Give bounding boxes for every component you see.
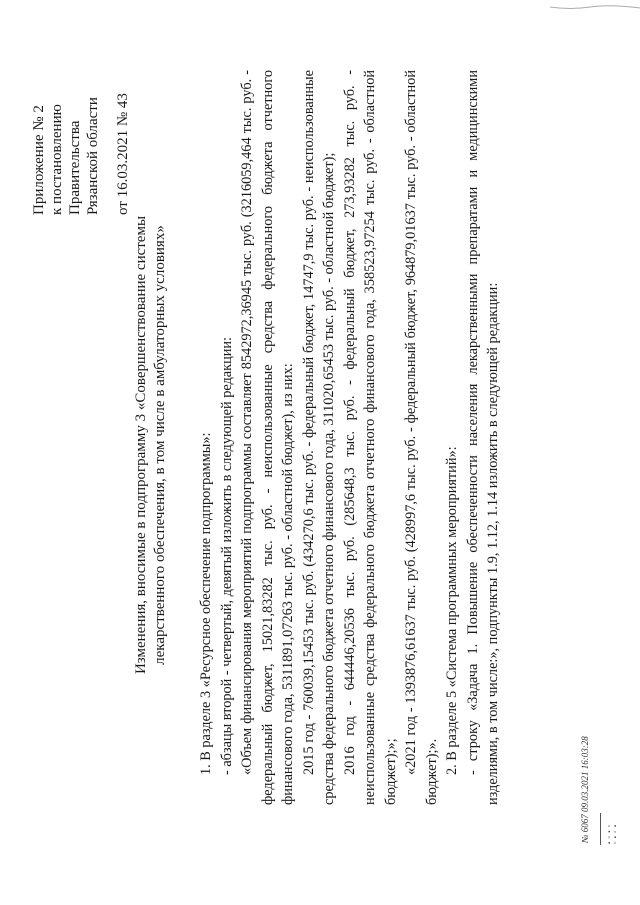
paragraph-year-2016: 2016 год - 644446,20536 тыс. руб. (285648,3 тыс. руб. - федеральный бюджет, 273,93282 тыс. руб. - неиспользованные средства федерального бюджета отчетного финансового года, 358523,97254 тыс. руб. - областной бюджет);»; [341,70,399,805]
title-line-1: Изменения, вносимые в подпрограмму 3 «Совершенствование системы [133,215,149,675]
paragraph-section-3: 1. В разделе 3 «Ресурсное обеспечение подпрограммы»: [198,432,214,775]
appendix-number: Приложение № 2 [31,105,47,215]
title-line-2: лекарственного обеспечения, в том числе в амбулаторных условиях» [152,225,168,665]
barcode-stamp [600,813,621,845]
paragraph-year-2015: 2015 год - 760039,15453 тыс. руб. (434270,6 тыс. руб. - федеральный бюджет, 14747,9 тыс. руб. - неиспользованные средства федерального бюджета отчетного финансового года, 311020,65453 тыс. руб. - областной бюджет); [300,70,337,805]
paragraph-financing-total: «Объем финансирования мероприятий подпрограммы составляет 8542972,36945 тыс. руб. (3216059,464 тыс. руб. - федеральный бюджет, 15021,83282 тыс. руб. - неиспользованные средства федерального бюджета отчетного финансового года, 5311891,07263 тыс. руб. - областной бюджет), из них: [239,70,296,805]
registration-stamp: № 6067 09.03.2021 16:03:28 [580,736,590,843]
appendix-gap [102,15,114,215]
appendix-date: от 16.03.2021 № 43 [115,93,131,215]
paragraph-instruction: - абзацы второй - четвертый, девятый изложить в следующей редакции: [218,336,235,775]
appendix-resolution: к постановлению Правительства [49,104,83,215]
stamp-pattern: ▪ ▫ ▪ ▫ ▫ ▪ ▫ ▪ [607,823,619,844]
paragraph-task-1: - строку «Задача 1. Повышение обеспеченности населения лекарственными препаратами и медицинскими изделиями, в том числе:», подпункты 1.9, 1.12, 1.14 изложить в следующей редакции: [464,70,501,805]
paragraph-section-5: 2. В разделе 5 «Система программных мероприятий»: [444,446,460,775]
document-title [132,185,170,705]
appendix-block [30,15,132,215]
document-body [196,70,504,805]
paragraph-year-2021: «2021 год - 1393876,61637 тыс. руб. (428997,6 тыс. руб. - федеральный бюджет, 964879,01637 тыс. руб. - областной бюджет);». [403,70,440,805]
appendix-region: Рязанской области [85,97,101,215]
